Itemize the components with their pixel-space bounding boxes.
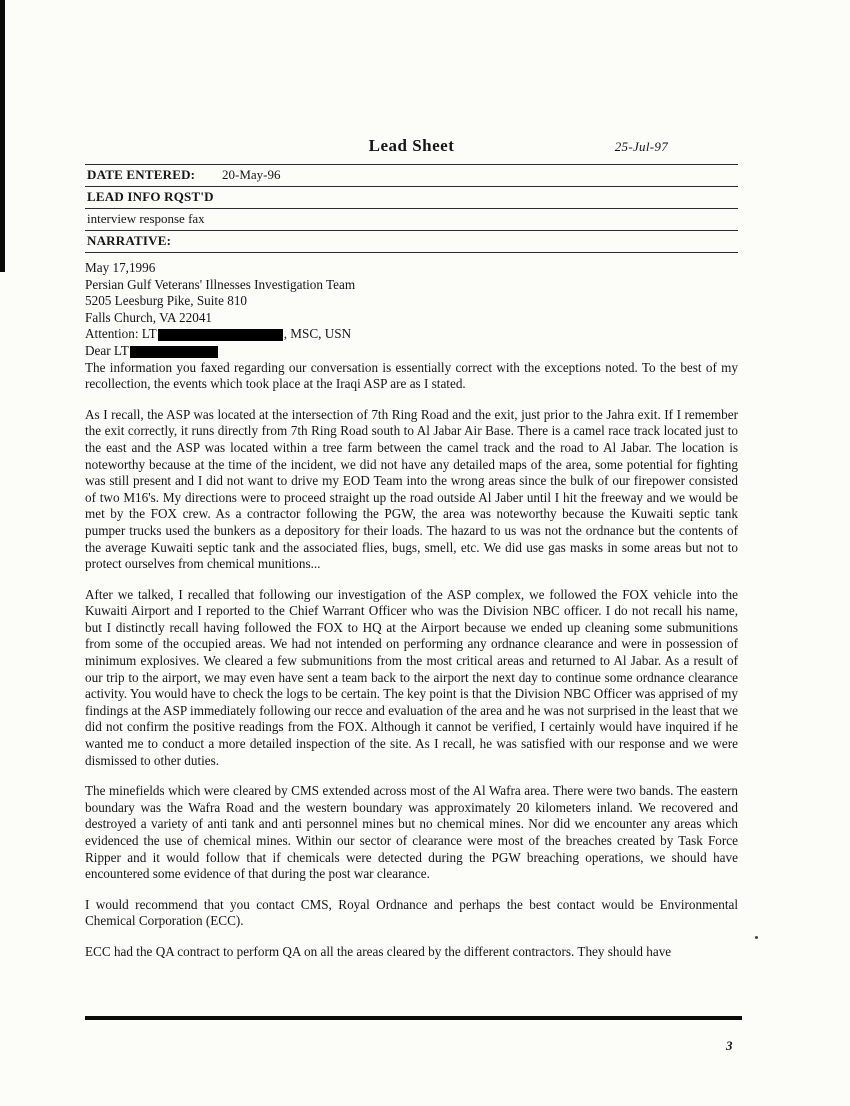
- attention-line: [85, 326, 738, 343]
- date-stamp: 25-Jul-97: [614, 139, 668, 154]
- lead-info-label: LEAD INFO RQST'D: [87, 189, 214, 204]
- field-row-narrative: [85, 230, 738, 252]
- paragraph: ECC had the QA contract to perform QA on all the areas cleared by the different contractors. They should have: [85, 943, 672, 959]
- field-row-lead-info-value: [85, 208, 738, 230]
- salutation-prefix: Dear LT: [85, 342, 129, 358]
- attention-suffix: , MSC, USN: [283, 326, 352, 342]
- lead-info-value: interview response fax: [87, 211, 205, 226]
- redaction-bar-salutation: [130, 346, 218, 358]
- paragraph: The information you faxed regarding our conversation is essentially correct with the exceptions noted. To the best of my recollection, the events which took place at the Iraqi ASP are as I stated.: [85, 359, 738, 392]
- date-entered-label: DATE ENTERED:: [87, 167, 196, 182]
- page-number: 3: [726, 1038, 733, 1053]
- recipient-organization: Persian Gulf Veterans' Illnesses Investigation Team: [85, 276, 356, 292]
- recipient-address-line1: 5205 Leesburg Pike, Suite 810: [85, 293, 248, 309]
- paragraph: I would recommend that you contact CMS, Royal Ordnance and perhaps the best contact would be Environmental Chemical Corporation (ECC).: [85, 896, 738, 929]
- attention-prefix: Attention: LT: [85, 326, 157, 342]
- field-row-lead-info: [85, 186, 738, 208]
- document-header: [85, 136, 738, 164]
- footer-rule: [85, 1016, 742, 1020]
- paragraph: The minefields which were cleared by CMS extended across most of the Al Wafra area. There were two bands. The eastern boundary was the Wafra Road and the western boundary was approximately 20 kilometers inland. We recovered and destroyed a variety of anti tank and anti personnel mines but no chemical mines. Nor did we encounter any areas which evidenced the use of chemical mines. Within our sector of clearance were most of the breaches created by Task Force Ripper and it would follow that if chemicals were detected during the PGW breaching operations, we should have encountered some evidence of that during the post war clearance.: [85, 783, 738, 882]
- paragraph: After we talked, I recalled that following our investigation of the ASP complex, we followed the FOX vehicle into the Kuwaiti Airport and I reported to the Chief Warrant Officer who was the Division NBC officer. I do not recall his name, but I distinctly recall having followed the FOX to HQ at the Airport because we ended up cleaning some submunitions from some of the occupied areas. We had not intended on performing any ordnance clearance and were in possession of minimum explosives. We cleared a few submunitions from the most critical areas and returned to Al Jabar. As a result of our trip to the airport, we may even have sent a team back to the airport the next day to continue some ordnance clearance activity. You would have to check the logs to be certain. The key point is that the Division NBC Officer was apprised of my findings at the ASP immediately following our recce and evaluation of the area and he was not surprised in the least that we did not confirm the positive readings from the FOX. Although it cannot be verified, I certainly would have inquired if he wanted me to conduct a more detailed inspection of the site. As I recall, he was satisfied with our response and we were dismissed to other duties.: [85, 586, 738, 768]
- document-content: [85, 136, 738, 961]
- page-title: Lead Sheet: [368, 136, 455, 155]
- lead-field-table: [85, 164, 738, 253]
- field-row-date-entered: [85, 164, 738, 186]
- narrative-body: [85, 260, 738, 961]
- recipient-address-line2: Falls Church, VA 22041: [85, 309, 213, 325]
- letter-date: May 17,1996: [85, 260, 156, 275]
- date-entered-value: 20-May-96: [222, 167, 281, 182]
- paragraph: As I recall, the ASP was located at the intersection of 7th Ring Road and the exit, just prior to the Jahra exit. If I remember the exit correctly, it runs directly from 7th Ring Road south to Al Jabar Air Base. There is a camel race track located just to the east and the ASP was located within a tree farm between the camel track and the road to Al Jabar. The location is noteworthy because at the time of the incident, we did not have any detailed maps of the area, some potential for fighting was still present and I did not want to drive my EOD Team into the wrong areas since the bulk of our firepower consisted of two M16's. My directions were to proceed straight up the road outside Al Jaber until I hit the freeway and we would be met by the FOX crew. As a contractor following the PGW, the area was noteworthy because the Kuwaiti septic tank pumper trucks used the bunkers as a depository for their loads. The hazard to us was not the ordnance but the contents of the average Kuwaiti septic tank and the associated flies, bugs, smell, etc. We did use gas masks in some areas but not to protect ourselves from chemical munitions...: [85, 406, 738, 572]
- scan-artifact-speck: [755, 936, 758, 939]
- salutation-line: [85, 343, 738, 360]
- narrative-label: NARRATIVE:: [87, 233, 172, 248]
- redaction-bar-attention: [158, 329, 283, 341]
- scan-artifact-left-edge: [0, 0, 5, 272]
